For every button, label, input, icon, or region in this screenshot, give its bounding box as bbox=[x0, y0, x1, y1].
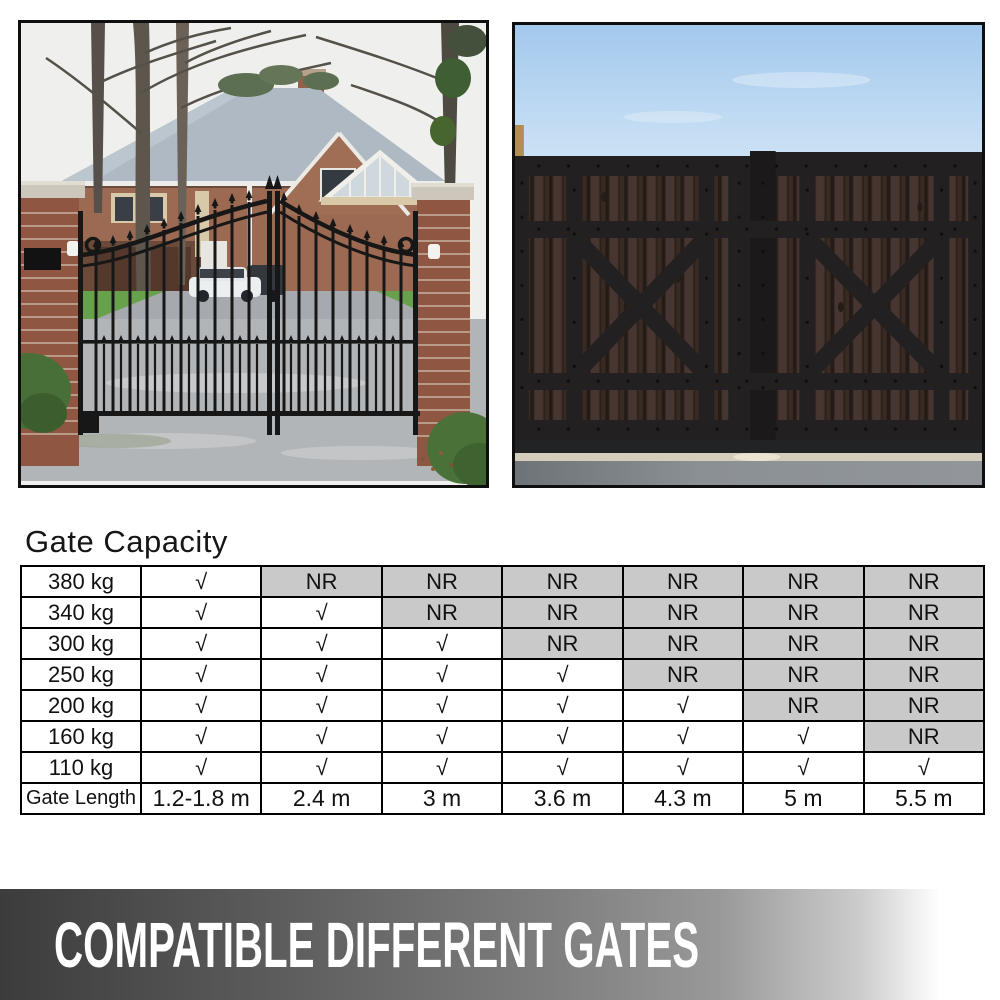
iron-gate-photo bbox=[18, 20, 489, 488]
capacity-cell: √ bbox=[141, 566, 261, 597]
gate-capacity-title: Gate Capacity bbox=[25, 524, 228, 559]
road bbox=[515, 440, 982, 485]
wooden-gate-photo bbox=[512, 22, 985, 488]
gate-capacity-table bbox=[20, 565, 985, 815]
capacity-cell: √ bbox=[382, 721, 502, 752]
table-row bbox=[21, 566, 984, 597]
capacity-cell: √ bbox=[502, 659, 622, 690]
capacity-cell: NR bbox=[743, 566, 863, 597]
capacity-cell: √ bbox=[382, 628, 502, 659]
wood-post bbox=[515, 125, 524, 157]
capacity-cell: √ bbox=[261, 721, 381, 752]
capacity-cell: √ bbox=[141, 690, 261, 721]
capacity-cell: NR bbox=[743, 659, 863, 690]
table-row bbox=[21, 628, 984, 659]
capacity-cell: √ bbox=[502, 752, 622, 783]
row-label: 110 kg bbox=[21, 752, 141, 783]
row-label: 380 kg bbox=[21, 566, 141, 597]
table-row bbox=[21, 659, 984, 690]
capacity-cell: √ bbox=[141, 721, 261, 752]
banner-title: COMPATIBLE DIFFERENT GATES bbox=[54, 908, 700, 981]
capacity-cell: √ bbox=[382, 659, 502, 690]
capacity-cell: √ bbox=[261, 628, 381, 659]
capacity-cell: NR bbox=[502, 597, 622, 628]
capacity-cell: √ bbox=[261, 690, 381, 721]
capacity-cell: √ bbox=[623, 752, 743, 783]
wooden-gate bbox=[515, 151, 982, 440]
iron-gate-scene bbox=[21, 23, 486, 485]
capacity-cell: √ bbox=[261, 597, 381, 628]
capacity-cell: √ bbox=[623, 690, 743, 721]
capacity-cell: √ bbox=[141, 659, 261, 690]
capacity-cell: √ bbox=[141, 752, 261, 783]
capacity-cell: NR bbox=[623, 628, 743, 659]
section-banner bbox=[0, 889, 1000, 1000]
capacity-cell: √ bbox=[743, 721, 863, 752]
gate-length-cell: 5.5 m bbox=[864, 783, 984, 814]
capacity-cell: NR bbox=[864, 597, 984, 628]
capacity-cell: √ bbox=[141, 628, 261, 659]
table-row bbox=[21, 690, 984, 721]
row-label: 340 kg bbox=[21, 597, 141, 628]
cloud bbox=[732, 72, 870, 88]
capacity-cell: NR bbox=[261, 566, 381, 597]
capacity-cell: √ bbox=[502, 690, 622, 721]
capacity-cell: NR bbox=[864, 566, 984, 597]
capacity-cell: NR bbox=[743, 597, 863, 628]
capacity-cell: NR bbox=[864, 659, 984, 690]
gate-length-cell: 2.4 m bbox=[261, 783, 381, 814]
capacity-cell: √ bbox=[261, 752, 381, 783]
capacity-cell: NR bbox=[623, 659, 743, 690]
table-row bbox=[21, 597, 984, 628]
sky bbox=[515, 25, 982, 161]
capacity-cell: NR bbox=[864, 721, 984, 752]
row-label: 200 kg bbox=[21, 690, 141, 721]
gate-length-cell: 1.2-1.8 m bbox=[141, 783, 261, 814]
capacity-cell: √ bbox=[382, 752, 502, 783]
capacity-cell: √ bbox=[743, 752, 863, 783]
gate-length-cell: 4.3 m bbox=[623, 783, 743, 814]
capacity-cell: NR bbox=[382, 597, 502, 628]
gate-length-row bbox=[21, 783, 984, 814]
capacity-cell: √ bbox=[502, 721, 622, 752]
capacity-cell: NR bbox=[623, 566, 743, 597]
capacity-cell: √ bbox=[623, 721, 743, 752]
capacity-cell: √ bbox=[382, 690, 502, 721]
capacity-cell: NR bbox=[743, 628, 863, 659]
capacity-cell: NR bbox=[743, 690, 863, 721]
cloud bbox=[624, 111, 723, 123]
row-label: 300 kg bbox=[21, 628, 141, 659]
capacity-cell: NR bbox=[864, 628, 984, 659]
capacity-cell: √ bbox=[864, 752, 984, 783]
table-row bbox=[21, 752, 984, 783]
capacity-cell: √ bbox=[261, 659, 381, 690]
row-label: 160 kg bbox=[21, 721, 141, 752]
row-label: 250 kg bbox=[21, 659, 141, 690]
capacity-cell: NR bbox=[502, 566, 622, 597]
gate-length-cell: 5 m bbox=[743, 783, 863, 814]
capacity-cell: NR bbox=[864, 690, 984, 721]
gate-length-cell: 3.6 m bbox=[502, 783, 622, 814]
capacity-cell: NR bbox=[623, 597, 743, 628]
table-row bbox=[21, 721, 984, 752]
capacity-cell: NR bbox=[502, 628, 622, 659]
gate-length-cell: 3 m bbox=[382, 783, 502, 814]
row-label: Gate Length bbox=[21, 783, 141, 814]
capacity-cell: √ bbox=[141, 597, 261, 628]
capacity-cell: NR bbox=[382, 566, 502, 597]
wooden-gate-scene bbox=[515, 25, 982, 485]
